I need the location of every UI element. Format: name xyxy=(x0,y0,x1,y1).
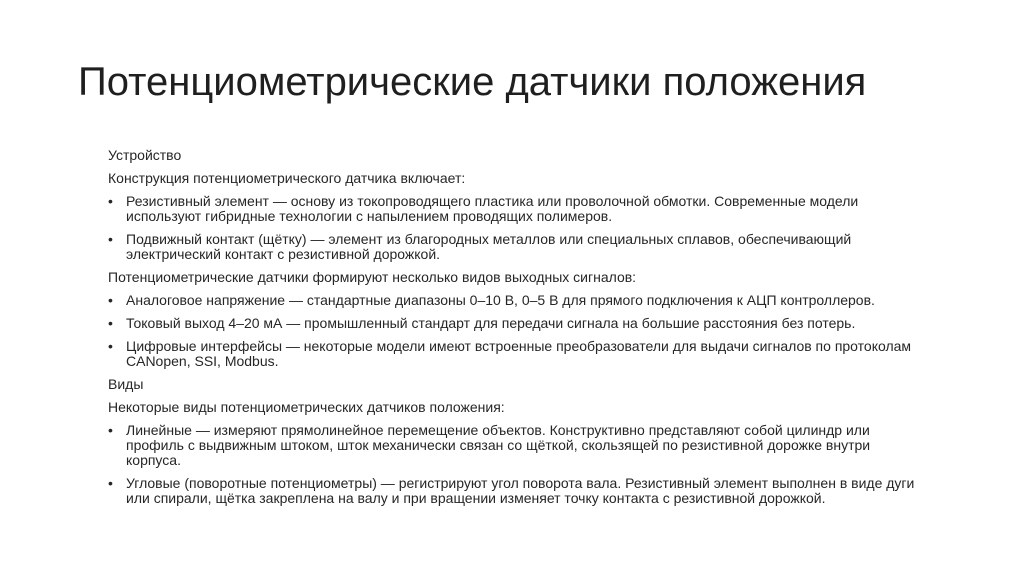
bullet-text: Линейные — измеряют прямолинейное перемещение объектов. Конструктивно представляют собой цилиндр или профиль с выдвижным штоком, шток механически связан со щёткой, скользящей по резистивной дорожке внутри корпуса. xyxy=(126,422,871,468)
slide-title: Потенциометрические датчики положения xyxy=(78,60,867,104)
bullet-glyph: • xyxy=(108,292,113,308)
bullet-glyph: • xyxy=(108,338,113,354)
bullet-text: Токовый выход 4–20 мА — промышленный стандарт для передачи сигнала на большие расстояния без потерь. xyxy=(126,315,856,331)
section-heading-device: Устройство xyxy=(108,147,182,163)
bullet-item xyxy=(108,339,928,369)
bullet-text: Цифровые интерфейсы — некоторые модели имеют встроенные преобразователи для выдачи сигналов по протоколам CANopen, SSI, Modbus. xyxy=(126,338,912,369)
bullet-text: Аналоговое напряжение — стандартные диапазоны 0–10 В, 0–5 В для прямого подключения к АЦП контроллеров. xyxy=(126,292,875,308)
section-heading-types: Виды xyxy=(108,376,144,392)
bullet-text: Подвижный контакт (щётку) — элемент из благородных металлов или специальных сплавов, обеспечивающий электрический контакт с резистивной дорожкой. xyxy=(126,231,852,262)
bullet-item xyxy=(108,476,928,506)
bullet-glyph: • xyxy=(108,193,113,209)
bullet-item xyxy=(108,194,928,224)
bullet-text: Резистивный элемент — основу из токопроводящего пластика или проволочной обмотки. Современные модели используют гибридные технологии с напылением проводящих полимеров. xyxy=(126,193,859,224)
bullet-glyph: • xyxy=(108,422,113,438)
bullet-text: Угловые (поворотные потенциометры) — регистрируют угол поворота вала. Резистивный элемент выполнен в виде дуги или спирали, щётка закреплена на валу и при вращении изменяет точку контакта с резистивной дорожкой. xyxy=(126,475,915,506)
bullet-item xyxy=(108,423,928,468)
bullet-glyph: • xyxy=(108,315,113,331)
bullet-item xyxy=(108,293,928,308)
bullet-glyph: • xyxy=(108,475,113,491)
paragraph: Конструкция потенциометрического датчика включает: xyxy=(108,170,466,186)
bullet-item xyxy=(108,232,928,262)
paragraph: Некоторые виды потенциометрических датчиков положения: xyxy=(108,399,505,415)
bullet-glyph: • xyxy=(108,231,113,247)
paragraph: Потенциометрические датчики формируют несколько видов выходных сигналов: xyxy=(108,269,637,285)
slide-content xyxy=(108,148,928,514)
bullet-item xyxy=(108,316,928,331)
